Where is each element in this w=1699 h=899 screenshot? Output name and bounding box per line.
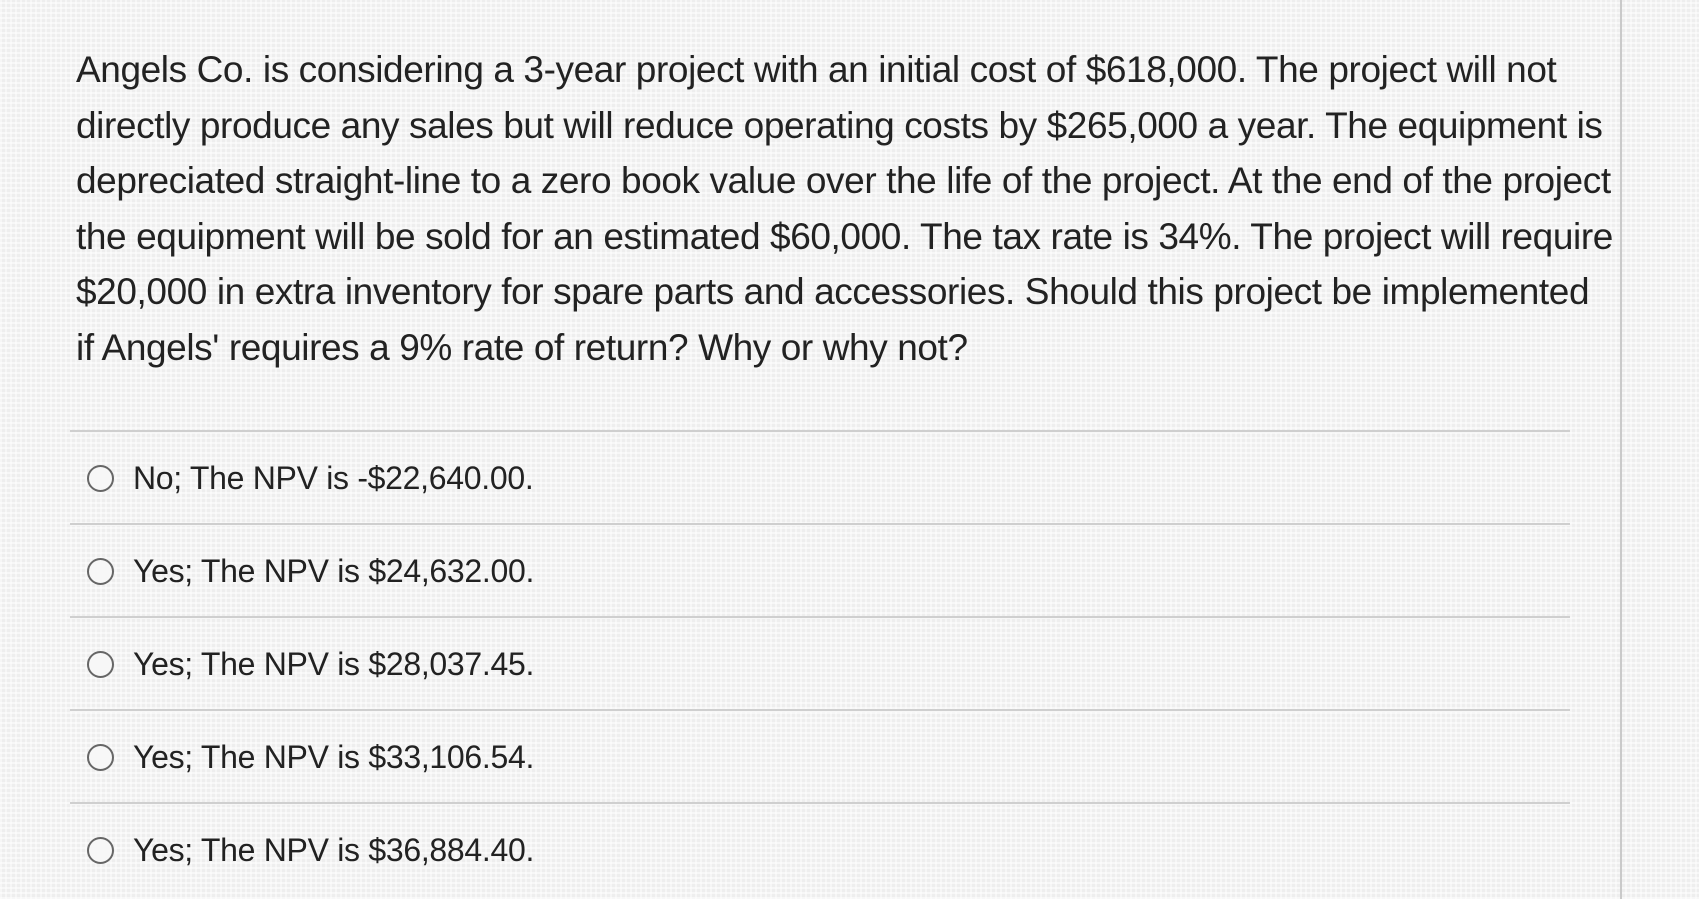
answer-option-label: No; The NPV is -$22,640.00. bbox=[133, 459, 534, 496]
answer-option-2[interactable] bbox=[70, 526, 1570, 616]
answer-option-1[interactable] bbox=[70, 433, 1570, 523]
radio-button-icon[interactable] bbox=[87, 837, 114, 864]
radio-button-icon[interactable] bbox=[87, 465, 114, 492]
radio-button-icon[interactable] bbox=[87, 558, 114, 585]
question-text: Angels Co. is considering a 3-year project with an initial cost of $618,000. The project will not directly produce any sales but will reduce operating costs by $265,000 a year. The equipment is depreciated straight-line to a zero book value over the life of the project. At the end of the project the equipment will be sold for an estimated $60,000. The tax rate is 34%. The project will require $20,000 in extra inventory for spare parts and accessories. Should this project be implemented if Angels' requires a 9% rate of return? Why or why not? bbox=[76, 49, 1613, 368]
answer-option-label: Yes; The NPV is $24,632.00. bbox=[133, 552, 535, 589]
radio-button-icon[interactable] bbox=[87, 744, 114, 771]
answer-option-label: Yes; The NPV is $33,106.54. bbox=[133, 738, 535, 775]
answer-option-label: Yes; The NPV is $28,037.45. bbox=[133, 645, 535, 682]
panel-right-border bbox=[1620, 0, 1622, 899]
answer-option-4[interactable] bbox=[70, 712, 1570, 802]
radio-button-icon[interactable] bbox=[87, 651, 114, 678]
answer-option-label: Yes; The NPV is $36,884.40. bbox=[133, 831, 535, 868]
answer-option-5[interactable] bbox=[70, 805, 1570, 895]
answer-options bbox=[70, 430, 1570, 895]
answer-option-3[interactable] bbox=[70, 619, 1570, 709]
